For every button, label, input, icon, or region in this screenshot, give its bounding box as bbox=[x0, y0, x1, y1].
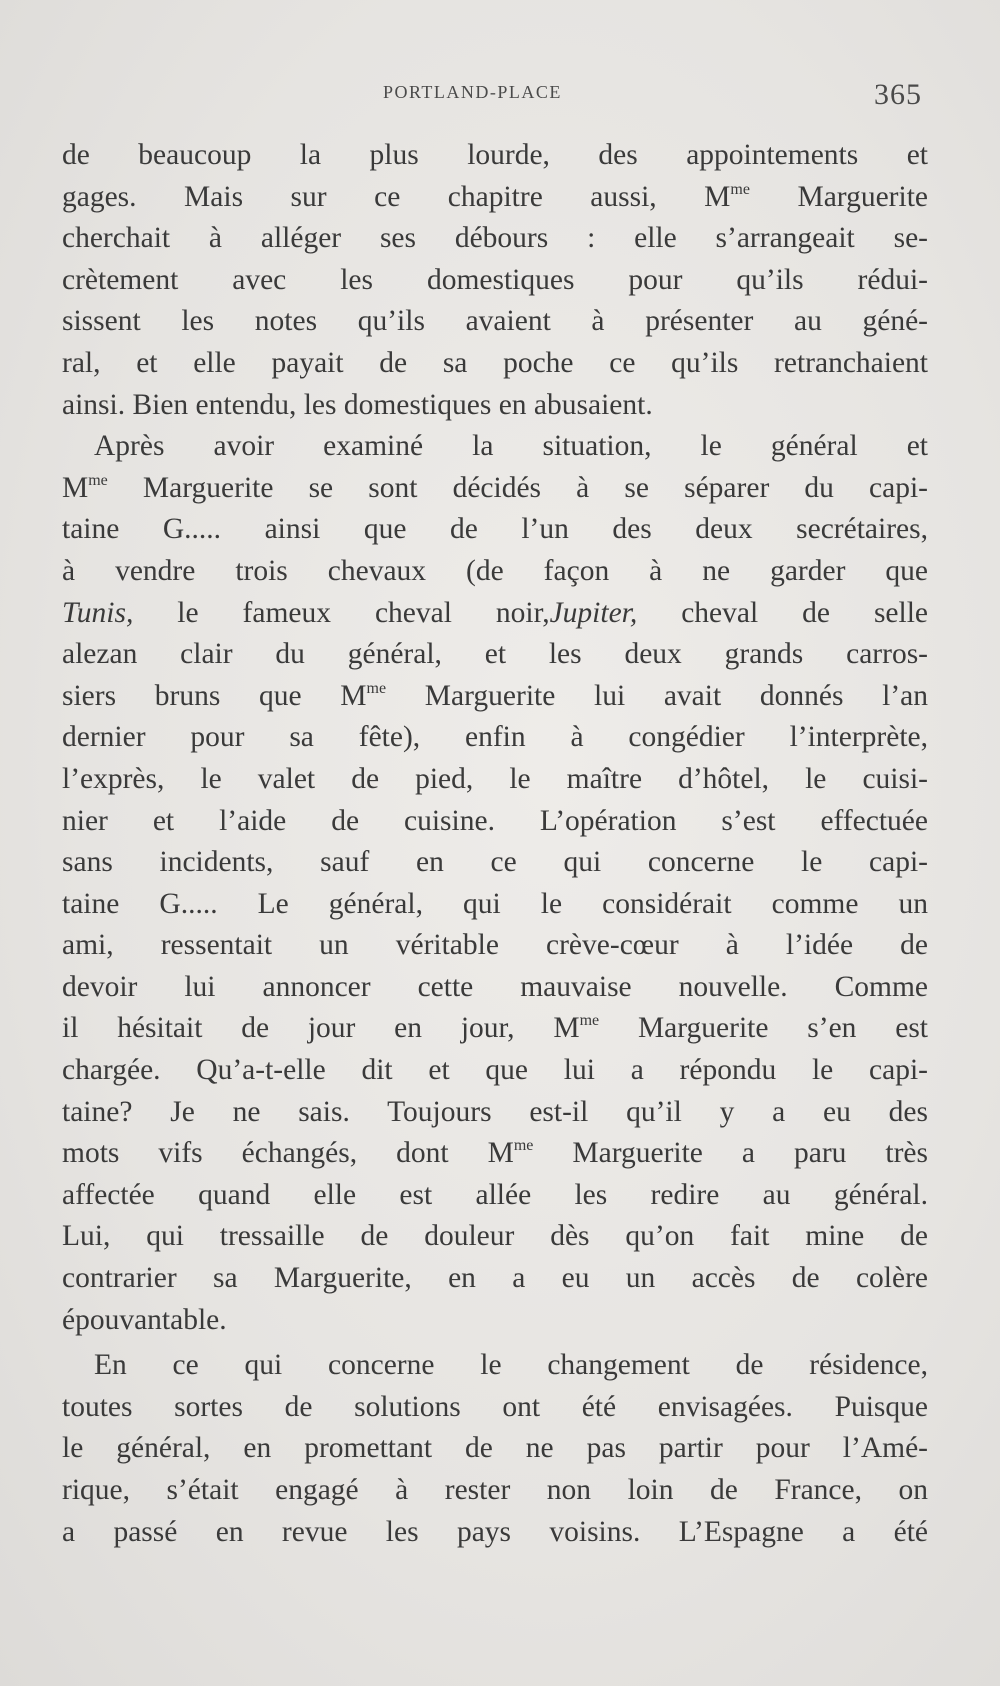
text-line: siers bruns que $M^{me}$ Marguerite lui avait donnés l’an bbox=[62, 679, 928, 712]
text-line: nier et l’aide de cuisine. L’opération s’est effectuée bbox=[62, 804, 928, 837]
running-head bbox=[0, 78, 1000, 111]
text-line: épouvantable. bbox=[62, 1303, 227, 1336]
text-line: il hésitait de jour en jour, $M^{me}$ Marguerite s’en est bbox=[62, 1012, 928, 1045]
text-line: Après avoir examiné la situation, le général et bbox=[94, 430, 928, 463]
text-line: cherchait à alléger ses débours : elle s’arrangeait se- bbox=[62, 222, 928, 255]
text-line: devoir lui annoncer cette mauvaise nouvelle. Comme bbox=[62, 970, 928, 1003]
body-text bbox=[62, 135, 928, 1553]
text-line: gages. Mais sur ce chapitre aussi, $M^{me}$ Marguerite bbox=[62, 180, 928, 213]
text-line: sissent les notes qu’ils avaient à présenter au géné- bbox=[62, 305, 928, 338]
text-line: taine? Je ne sais. Toujours est-il qu’il y a eu des bbox=[62, 1095, 928, 1128]
text-line: à vendre trois chevaux (de façon à ne garder que bbox=[62, 554, 928, 587]
text-line: ral, et elle payait de sa poche ce qu’ils retranchaient bbox=[62, 346, 928, 379]
text-line: rique, s’était engagé à rester non loin de France, on bbox=[62, 1474, 928, 1506]
text-line: ainsi. Bien entendu, les domestiques en abusaient. bbox=[62, 388, 653, 421]
paragraph-1 bbox=[62, 135, 928, 426]
text-line: Tunis, le fameux cheval noir,Jupiter, cheval de selle bbox=[62, 596, 928, 629]
text-line: chargée. Qu’a-t-elle dit et que lui a répondu le capi- bbox=[62, 1054, 928, 1087]
paragraph-3 bbox=[62, 1345, 928, 1553]
text-line: l’exprès, le valet de pied, le maître d’hôtel, le cuisi- bbox=[62, 762, 928, 795]
running-title: PORTLAND-PLACE bbox=[383, 82, 562, 102]
text-line: dernier pour sa fête), enfin à congédier l’interprète, bbox=[62, 721, 928, 754]
text-line: Lui, qui tressaille de douleur dès qu’on fait mine de bbox=[62, 1220, 928, 1253]
text-line: alezan clair du général, et les deux grands carros- bbox=[62, 638, 928, 671]
text-line: ami, ressentait un véritable crève-cœur à l’idée de bbox=[62, 929, 928, 962]
text-line: taine G..... Le général, qui le considérait comme un bbox=[62, 887, 928, 920]
text-line: de beaucoup la plus lourde, des appointements et bbox=[62, 139, 928, 171]
text-line: contrarier sa Marguerite, en a eu un accès de colère bbox=[62, 1262, 928, 1295]
text-line: crètement avec les domestiques pour qu’ils rédui- bbox=[62, 263, 928, 296]
text-line: En ce qui concerne le changement de résidence, bbox=[94, 1349, 928, 1382]
page-number: 365 bbox=[874, 78, 922, 111]
text-line: a passé en revue les pays voisins. L’Espagne a été bbox=[62, 1515, 928, 1548]
text-line: toutes sortes de solutions ont été envisagées. Puisque bbox=[62, 1390, 928, 1423]
text-line: mots vifs échangés, dont $M^{me}$ Marguerite a paru très bbox=[62, 1137, 929, 1170]
text-line: sans incidents, sauf en ce qui concerne le capi- bbox=[62, 846, 928, 879]
text-line: affectée quand elle est allée les redire au général. bbox=[62, 1178, 928, 1211]
text-line: taine G..... ainsi que de l’un des deux secrétaires, bbox=[62, 513, 928, 546]
text-line: $M^{me}$ Marguerite se sont décidés à se séparer du capi- bbox=[62, 471, 928, 504]
text-line: le général, en promettant de ne pas partir pour l’Amé- bbox=[62, 1432, 928, 1465]
paragraph-2 bbox=[62, 426, 928, 1341]
